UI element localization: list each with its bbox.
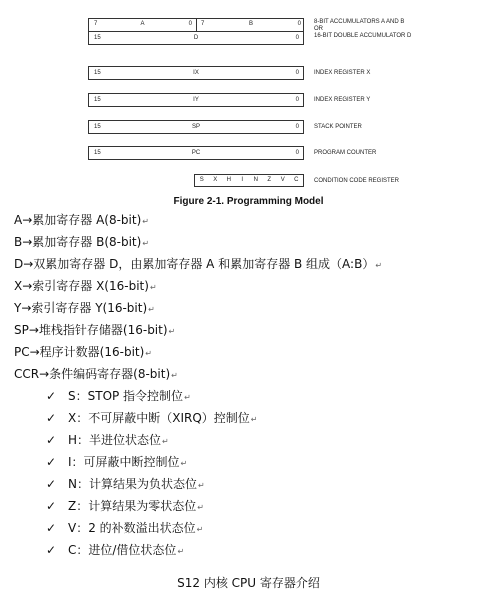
paragraph-mark-icon: ↵ (184, 393, 191, 402)
ccr-item-c (46, 542, 184, 560)
check-icon: ✓ (46, 433, 57, 447)
paragraph-mark-icon: ↵ (171, 371, 178, 380)
bit-label: 0 (295, 124, 299, 130)
line-text: SP→堆栈指针存储器(16-bit) (14, 323, 168, 337)
ccr-bit-s: S (199, 177, 204, 183)
register-a (89, 18, 197, 32)
bit-label: 15 (94, 150, 101, 156)
register-name: IX (193, 70, 199, 76)
paragraph-mark-icon: ↵ (196, 525, 204, 534)
line-d (14, 256, 382, 274)
paragraph-mark-icon: ↵ (145, 349, 152, 358)
line-text: D→双累加寄存器 D，由累加寄存器 A 和累加寄存器 B 组成（A:B） (14, 257, 375, 271)
bit-label: 15 (94, 97, 101, 103)
item-text: Z：计算结果为零状态位 (68, 499, 197, 513)
bit-label: 0 (295, 97, 299, 103)
check-icon: ✓ (46, 389, 57, 403)
ccr-item-s (46, 388, 191, 406)
paragraph-mark-icon: ↵ (375, 261, 383, 270)
line-text: CCR→条件编码寄存器(8-bit) (14, 367, 171, 381)
paragraph-mark-icon: ↵ (142, 239, 150, 248)
ccr-item-h (46, 432, 169, 450)
line-a (14, 212, 149, 230)
check-icon: ✓ (46, 499, 57, 513)
paragraph-mark-icon: ↵ (180, 459, 188, 468)
bit-label: 0 (297, 21, 301, 27)
register-name: SP (191, 124, 200, 130)
paragraph-mark-icon: ↵ (162, 437, 169, 446)
ccr-bit-n: N (253, 177, 258, 183)
ccr-bit-z: Z (267, 177, 272, 183)
check-icon: ✓ (46, 477, 57, 491)
bit-label: 0 (295, 35, 299, 41)
ccr-bit-v: V (280, 177, 285, 183)
ccr-item-z (46, 498, 204, 516)
program-counter-description: PROGRAM COUNTER (314, 150, 377, 156)
bit-label: 15 (94, 35, 101, 41)
item-text: N：计算结果为负状态位 (68, 477, 197, 491)
condition-code-register (194, 174, 304, 187)
ccr-item-i (46, 454, 187, 472)
ccr-bit-c: C (294, 177, 299, 183)
bit-label: 0 (188, 21, 192, 27)
figure-title: Figure 2-1. Programming Model (173, 196, 324, 207)
register-name: D (193, 35, 199, 41)
register-ab (88, 18, 304, 32)
line-text: A→累加寄存器 A(8-bit) (14, 213, 142, 227)
desc-line: OR (314, 26, 323, 32)
register-name: IY (193, 97, 199, 103)
ccr-bit-x: X (213, 177, 218, 183)
register-pc (88, 146, 304, 160)
line-pc (14, 344, 152, 362)
stack-pointer-description: STACK POINTER (314, 124, 362, 130)
bit-label: 15 (94, 70, 101, 76)
register-name: A (140, 21, 145, 27)
item-text: S：STOP 指令控制位 (68, 389, 184, 403)
ccr-description: CONDITION CODE REGISTER (314, 178, 400, 184)
ccr-item-v (46, 520, 203, 538)
register-d (88, 31, 304, 45)
register-sp (88, 120, 304, 134)
index-y-description: INDEX REGISTER Y (314, 97, 371, 103)
desc-line: 16-BIT DOUBLE ACCUMULATOR D (314, 33, 412, 39)
item-text: H：半进位状态位 (68, 433, 162, 447)
bit-label: 7 (94, 21, 98, 27)
programming-model-diagram (0, 0, 497, 207)
paragraph-mark-icon: ↵ (177, 547, 185, 556)
check-icon: ✓ (46, 543, 57, 557)
line-ccr (14, 366, 178, 384)
accumulator-description (314, 19, 411, 40)
paragraph-mark-icon: ↵ (142, 217, 149, 226)
item-text: V：2 的补数溢出状态位 (68, 521, 196, 535)
paragraph-mark-icon: ↵ (148, 305, 155, 314)
item-text: I：可屏蔽中断控制位 (68, 455, 180, 469)
bit-label: 7 (201, 21, 205, 27)
document-caption: S12 内核 CPU 寄存器介绍 (177, 576, 320, 590)
paragraph-mark-icon: ↵ (197, 481, 205, 490)
line-b (14, 234, 149, 252)
line-text: Y→索引寄存器 Y(16-bit) (14, 301, 148, 315)
item-text: C：进位/借位状态位 (68, 543, 177, 557)
ccr-item-n (46, 476, 205, 494)
ccr-bit-i: I (241, 177, 244, 183)
register-iy (88, 93, 304, 107)
desc-line: 8-BIT ACCUMULATORS A AND B (314, 19, 405, 25)
line-text: B→累加寄存器 B(8-bit) (14, 235, 142, 249)
paragraph-mark-icon: ↵ (168, 327, 176, 336)
paragraph-mark-icon: ↵ (197, 503, 204, 512)
paragraph-mark-icon: ↵ (250, 415, 258, 424)
ccr-item-x (46, 410, 257, 428)
register-ix (88, 66, 304, 80)
register-name: PC (191, 150, 201, 156)
check-icon: ✓ (46, 521, 57, 535)
line-text: PC→程序计数器(16-bit) (14, 345, 145, 359)
check-icon: ✓ (46, 455, 57, 469)
item-text: X：不可屏蔽中断（XIRQ）控制位 (68, 411, 250, 425)
ccr-bit-h: H (226, 177, 231, 183)
bit-label: 15 (94, 124, 101, 130)
bit-label: 0 (295, 150, 299, 156)
line-text: X→索引寄存器 X(16-bit) (14, 279, 149, 293)
check-icon: ✓ (46, 411, 57, 425)
line-x (14, 278, 157, 296)
bit-label: 0 (295, 70, 299, 76)
line-y (14, 300, 155, 318)
register-b (197, 18, 305, 32)
paragraph-mark-icon: ↵ (149, 283, 157, 292)
register-name: B (248, 21, 253, 27)
index-x-description: INDEX REGISTER X (314, 70, 371, 76)
line-sp (14, 322, 175, 340)
